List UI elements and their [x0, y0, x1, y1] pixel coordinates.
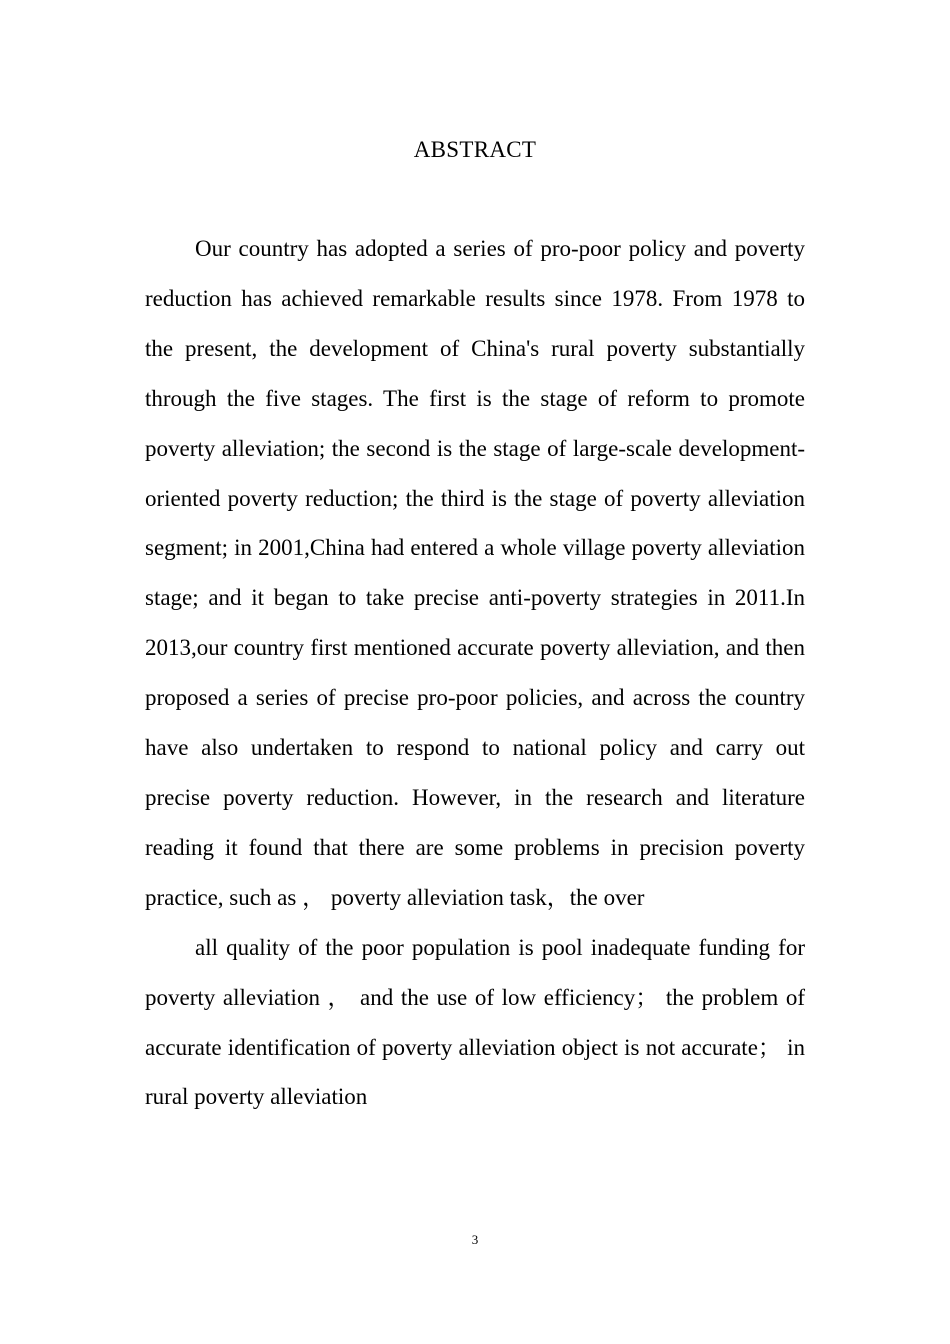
abstract-title: ABSTRACT — [413, 137, 537, 162]
abstract-paragraph-2: all quality of the poor population is pool inadequate funding for poverty alleviation ， and the use of low efficiency； the problem of accurate identification of poverty alleviation object is not accurate； in rural poverty alleviation — [145, 934, 805, 1110]
page-number: 3 — [471, 1232, 479, 1247]
abstract-paragraph-1: Our country has adopted a series of pro-poor policy and poverty reduction has achieved remarkable results since 1978. From 1978 to the present, the development of China's rural poverty substantially through the five stages. The first is the stage of reform to promote poverty alleviation; the second is the stage of large-scale development-oriented poverty reduction; the third is the stage of poverty alleviation segment; in 2001,China had entered a whole village poverty alleviation stage; and it began to take precise anti-poverty strategies in 2011.In 2013,our country first mentioned accurate poverty alleviation, and then proposed a series of precise pro-poor policies, and across the country have also undertaken to respond to national policy and carry out precise poverty reduction. However, in the research and literature reading it found that there are some problems in precision poverty practice, such as ， poverty alleviation task，the over — [145, 236, 805, 910]
abstract-body — [145, 224, 805, 1122]
